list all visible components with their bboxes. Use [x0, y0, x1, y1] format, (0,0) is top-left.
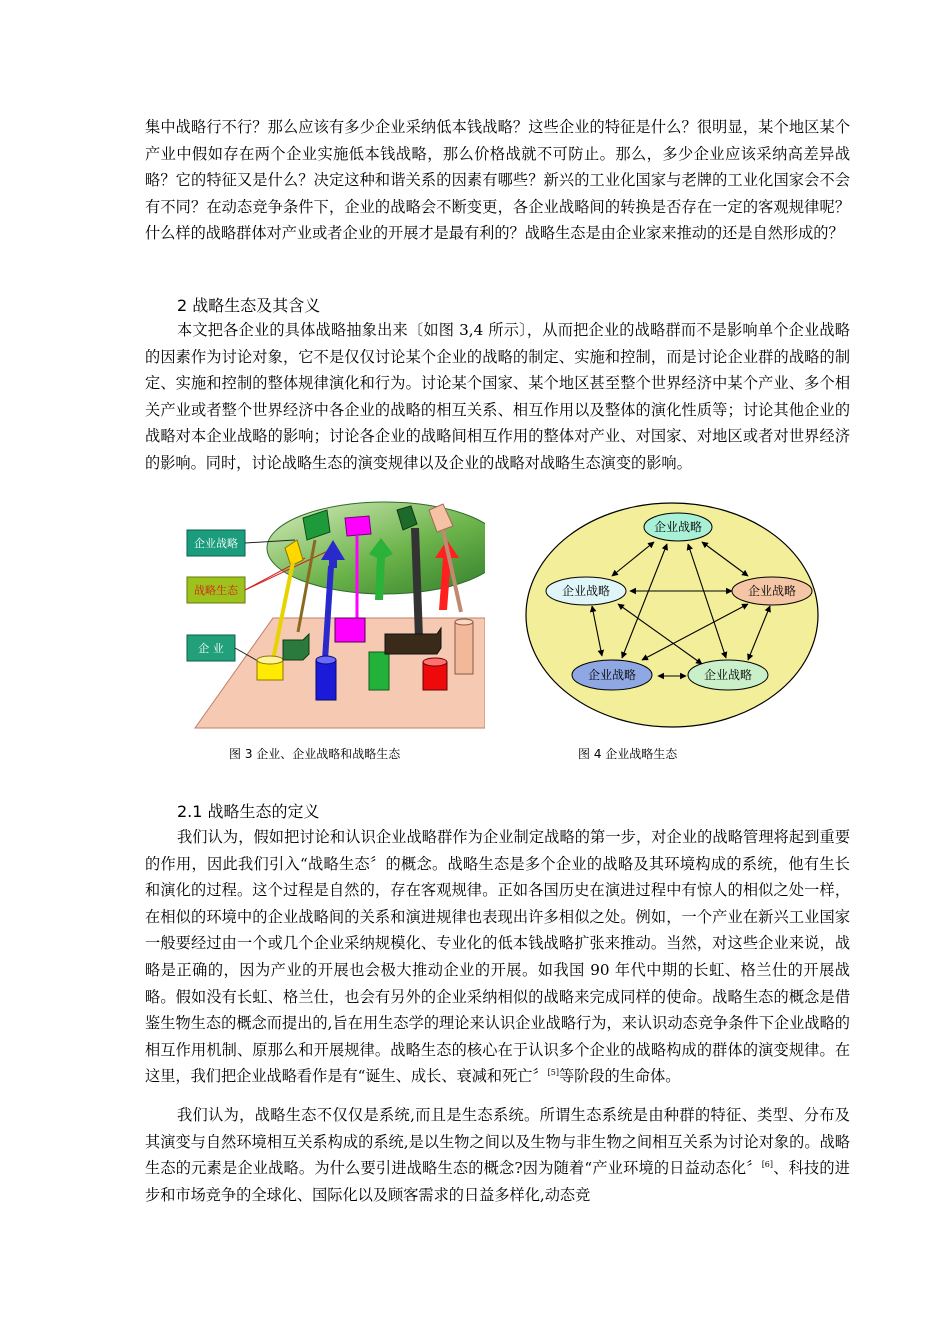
citation-5: [5]: [547, 1068, 559, 1078]
enterprise-box-magenta: [335, 618, 365, 642]
node-bottom-right-label: 企业战略: [703, 668, 753, 682]
strategy-shape-magenta: [345, 516, 371, 536]
label-strategy: 企业战略: [194, 537, 238, 550]
enterprise-box-green: [369, 652, 389, 690]
enterprise-cylinder-peach: [455, 622, 473, 674]
figure-3-diagram: [185, 500, 485, 730]
figure-4-diagram: [522, 500, 822, 730]
label-ecology: 战略生态: [194, 584, 238, 597]
node-right-label: 企业战略: [747, 584, 797, 598]
paragraph-2: 本文把各企业的具体战略抽象出来〔如图 3,4 所示〕，从而把企业的战略群而不是影响单个企业战略的因素作为讨论对象，它不是仅仅讨论某个企业的战略的制定、实施和控制，而是讨论企业群的战略的制定、实施和控制的整体规律演化和行为。讨论某个国家、某个地区甚至整个世界经济中某个产业、多个相关产业或者整个世界经济中各企业的战略的相互关系、相互作用以及整体的演化性质等；讨论其他企业的战略对本企业战略的影响；讨论各企业的战略间相互作用的整体对产业、对国家、对地区或者对世界经济的影响。同时，讨论战略生态的演变规律以及企业的战略对战略生态演变的影响。: [145, 321, 850, 472]
citation-6: [6]: [761, 1160, 774, 1170]
node-left-label: 企业战略: [561, 584, 611, 598]
node-top-label: 企业战略: [653, 520, 703, 534]
section-heading-2-1: 2.1 战略生态的定义: [177, 802, 320, 821]
figure-3-caption: 图 3 企业、企业战略和战略生态: [229, 747, 401, 761]
paragraph-3-text-b: 等阶段的生命体。: [558, 1067, 681, 1086]
enterprise-cylinder-blue: [316, 660, 336, 700]
node-bottom-left-label: 企业战略: [587, 668, 637, 682]
paragraph-4: [145, 1102, 850, 1208]
figure-4-caption: 图 4 企业战略生态: [578, 747, 678, 761]
paragraph-4-text-b: 、科技的进步和市场竞争的全球化、国际化以及顾客需求的日益多样化,动态竞: [145, 1159, 850, 1204]
paragraph-4-text-a: 我们认为，战略生态不仅仅是系统,而且是生态系统。所谓生态系统是由种群的特征、类型、分布及其演变与自然环境相互关系构成的系统,是以生物之间以及生物与非生物之间相互关系为讨论对象的。战略生态的元素是企业战略。为什么要引进战略生态的概念?因为随着“产业环境的日益动态化〞: [145, 1106, 850, 1178]
paragraph-3-text-a: 我们认为，假如把讨论和认识企业战略群作为企业制定战略的第一步，对企业的战略管理将起到重要的作用，因此我们引入“战略生态〞的概念。战略生态是多个企业的战略及其环境构成的系统，他有生长和演化的过程。这个过程是自然的，存在客观规律。正如各国历史在演进过程中有惊人的相似之处一样，在相似的环境中的企业战略间的关系和演进规律也表现出许多相似之处。例如，一个产业在新兴工业国家一般要经过由一个或几个企业采纳规模化、专业化的低本钱战略扩张来推动。当然，对这些企业来说，战略是正确的，因为产业的开展也会极大推动企业的开展。如我国 90 年代中期的长虹、格兰仕的开展战略。假如没有长虹、格兰仕，也会有另外的企业采纳相似的战略来完成同样的使命。战略生态的概念是借鉴生物生态的概念而提出的,旨在用生态学的理论来认识企业战略行为，来认识动态竞争条件下企业战略的相互作用机制、原那么和开展规律。战略生态的核心在于认识多个企业的战略构成的群体的演变规律。在这里，我们把企业战略看作是有“诞生、成长、衰减和死亡〞: [145, 828, 850, 1086]
paragraph-1: 集中战略行不行？那么应该有多少企业采纳低本钱战略？这些企业的特征是什么？很明显，某个地区某个产业中假如存在两个企业实施低本钱战略，那么价格战就不可防止。那么，多少企业应该采纳高差异战略？它的特征又是什么？决定这种和谐关系的因素有哪些？新兴的工业化国家与老牌的工业化国家会不会有不同？在动态竞争条件下，企业的战略会不断变更，各企业战略间的转换是否存在一定的客观规律呢？什么样的战略群体对产业或者企业的开展才是最有利的？战略生态是由企业家来推动的还是自然形成的？: [145, 118, 850, 243]
label-enterprise: 企 业: [198, 642, 224, 655]
section-heading-2: 2 战略生态及其含义: [177, 296, 321, 315]
paragraph-3: [145, 824, 850, 1090]
